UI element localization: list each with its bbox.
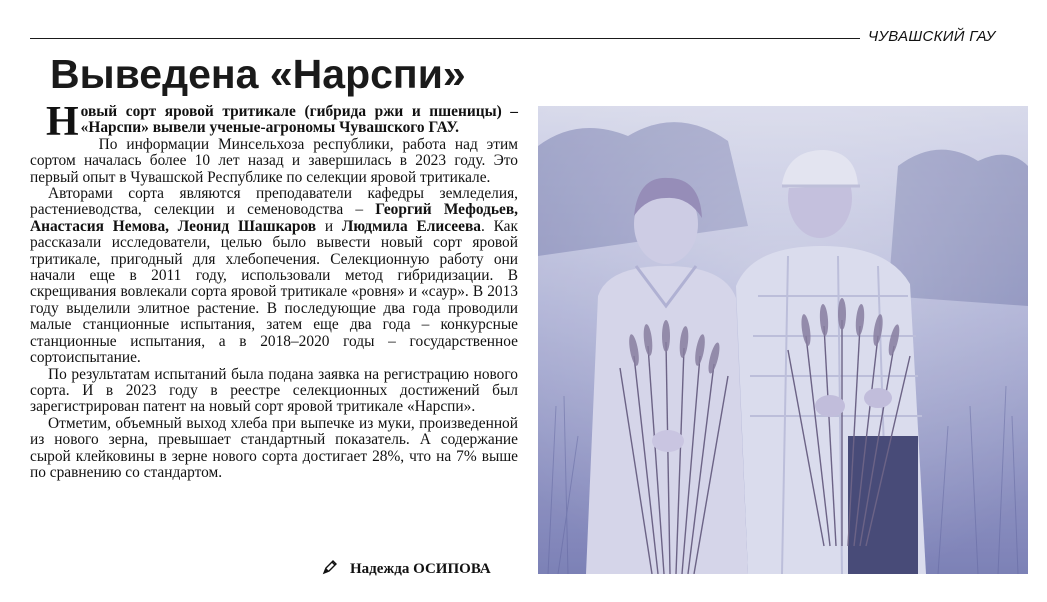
paragraph-2-body: . Как рассказали исследователи, целью было вывести новый сорт яровой тритикале, пригодный для хлебопечения. Селекционную работу они начали еще в 2011 году, использовали метод гибридизации. В скрещивания вовлекали сорта яровой тритикале «ровня» и «саур». В 2013 году выделили элитное растение. В последующие два года проводили малые станционные испытания, затем еще два года – конкурсные станционные испытания, а в 2018–2020 годы – государственное сортоиспытание. xyxy=(30,217,518,367)
byline-author: Надежда ОСИПОВА xyxy=(350,561,491,577)
paragraph-4: Отметим, объемный выход хлеба при выпечке из муки, произведенной из нового зерна, превышает стандартный показатель. А содержание сырой клейковины в зерне нового сорта достигает 28%, что на 7% выше по сравнению со стандартом. xyxy=(30,414,518,481)
paragraph-3: По результатам испытаний была подана заявка на регистрацию нового сорта. И в 2023 году в реестре селекционных достижений был зарегистрирован патент на новый сорт яровой тритикале «Нарспи». xyxy=(30,365,518,416)
pen-icon xyxy=(322,559,338,580)
header-rule xyxy=(30,38,860,39)
authors-names: Георгий Мефодьев, Анастасия Немова, Леонид Шашкаров xyxy=(30,201,519,235)
lead-paragraph xyxy=(30,99,518,145)
authors-conjunction: и xyxy=(316,217,342,235)
article-title: Выведена «Нарспи» xyxy=(50,51,466,97)
drop-cap: Н xyxy=(46,99,79,145)
paragraph-1: По информации Минсельхоза республики, работа над этим сортом началась более 10 лет назад и завершилась в 2023 году. Это первый опыт в Чувашской Республике по селекции яровой тритикале. xyxy=(30,135,518,186)
author-last: Людмила Елисеева xyxy=(341,217,481,235)
paragraph-2-intro: Авторами сорта являются преподаватели кафедры земледелия, растениеводства, селекции и семеноводства – xyxy=(30,185,518,219)
byline xyxy=(322,559,491,580)
section-label: ЧУВАШСКИЙ ГАУ xyxy=(868,28,996,45)
lead-text: овый сорт яровой тритикале (гибрида ржи и пшеницы) – «Нарспи» вывели ученые-агрономы Чувашского ГАУ. xyxy=(80,103,518,137)
article-body xyxy=(30,99,519,481)
photo-illustration xyxy=(538,106,1028,574)
paragraph-2 xyxy=(30,186,518,366)
photo xyxy=(538,106,1028,574)
